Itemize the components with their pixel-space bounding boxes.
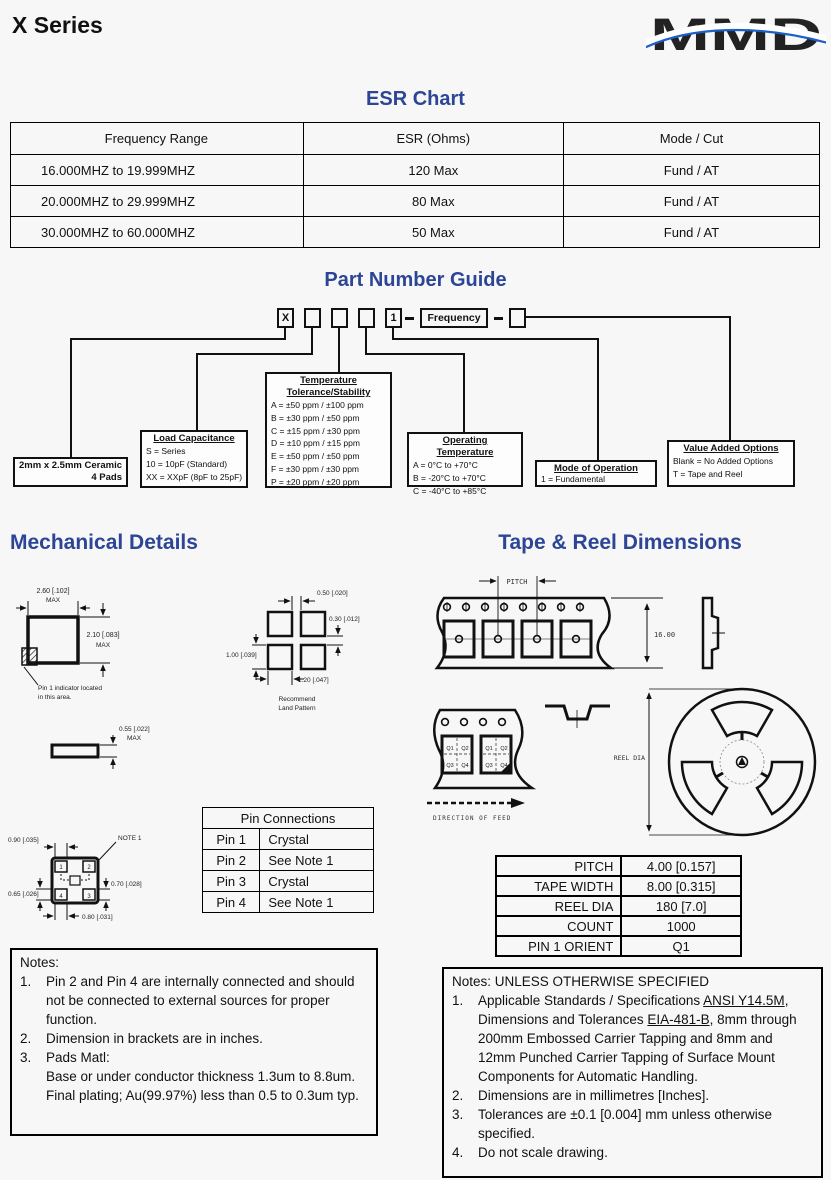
- pin-cell: Pin 2: [203, 850, 260, 871]
- standard-eia: EIA-481-B: [647, 1012, 710, 1027]
- sprocket-holes-lower: [442, 719, 506, 726]
- temperature-option: D = ±10 ppm / ±15 ppm: [271, 438, 360, 449]
- esr-cell: 50 Max: [303, 217, 563, 248]
- svg-text:Q2: Q2: [500, 746, 508, 752]
- load-capacitance-option: XX = XXpF (8pF to 25pF): [146, 471, 243, 482]
- pad-label-4: 4: [59, 894, 63, 900]
- notes-heading: Notes: UNLESS OTHERWISE SPECIFIED: [452, 974, 710, 989]
- svg-text:Q4: Q4: [500, 763, 508, 769]
- svg-text:Q3: Q3: [485, 763, 493, 769]
- dim-height-max: MAX: [95, 642, 111, 649]
- note-number: 2.: [452, 1088, 464, 1103]
- value-added-options-box: [667, 440, 795, 487]
- reel-hub-mark: [738, 757, 746, 765]
- temperature-title-line1: Temperature: [300, 375, 357, 386]
- connector-line: [597, 338, 599, 460]
- note-item: [452, 1143, 813, 1162]
- svg-text:Q2: Q2: [461, 746, 469, 752]
- pad-label-1: 1: [59, 865, 63, 871]
- temperature-option: P = ±20 ppm / ±20 ppm: [271, 476, 360, 487]
- esr-row: [11, 155, 820, 186]
- temperature-option: B = ±30 ppm / ±50 ppm: [271, 412, 360, 423]
- svg-text:Q3: Q3: [446, 763, 454, 769]
- tape-height-label: 16.00: [654, 631, 676, 639]
- code-dash: [494, 317, 503, 320]
- note-text-span: Applicable Standards / Specifications: [478, 993, 704, 1008]
- esr-table: [10, 122, 820, 248]
- esr-chart-title: ESR Chart: [366, 88, 465, 110]
- load-capacitance-option: S = Series: [146, 446, 186, 456]
- svg-text:Q4: Q4: [461, 763, 469, 769]
- code-box-1: X: [277, 308, 294, 328]
- land-caption-line2: Land Pattern: [278, 705, 316, 712]
- note-text-line: Base or under conductor thickness 1.3um to 8.8um.: [46, 1069, 356, 1084]
- pin-row: [203, 829, 374, 850]
- code-box-3: [331, 308, 348, 328]
- connector-line: [392, 328, 394, 338]
- tape-reel-title: Tape & Reel Dimensions: [498, 531, 742, 554]
- part-number-guide-title: Part Number Guide: [324, 269, 507, 291]
- temperature-option: E = ±50 ppm / ±50 ppm: [271, 451, 360, 462]
- tape-dim-value: 8.00 [0.315]: [621, 876, 741, 896]
- crystal-symbol: [70, 876, 80, 885]
- reel-spoke-ticks: [716, 732, 768, 777]
- pin-connections-title: Pin Connections: [203, 808, 374, 829]
- esr-col-esr: ESR (Ohms): [303, 123, 563, 155]
- note-item: [20, 972, 368, 1029]
- value-added-options-title: Value Added Options: [683, 443, 779, 454]
- temperature-option: F = ±30 ppm / ±30 ppm: [271, 463, 359, 474]
- pin-cell: See Note 1: [260, 892, 374, 913]
- mode-of-operation-option: 1 = Fundamental: [541, 474, 606, 484]
- bottom-dim-left: 0.65 [.026]: [8, 891, 39, 898]
- esr-row: [11, 186, 820, 217]
- package-line2: 4 Pads: [91, 472, 122, 483]
- note-text: Do not scale drawing.: [478, 1145, 608, 1160]
- pin-cell: Crystal: [260, 871, 374, 892]
- tape-dim-row: [496, 916, 741, 936]
- connector-line: [70, 338, 286, 340]
- connector-line: [311, 328, 313, 353]
- land-dim-left: 1.00 [.039]: [226, 652, 257, 659]
- bottom-dim-right: 0.70 [.028]: [111, 881, 142, 888]
- pin-cell: Pin 1: [203, 829, 260, 850]
- side-dim-max: MAX: [127, 735, 142, 742]
- note-text-span: , Dimensions and Tolerances: [478, 993, 789, 1027]
- note-text: Dimensions are in millimetres [Inches].: [478, 1088, 710, 1103]
- dim-height: 2.10 [.083]: [86, 632, 120, 639]
- connector-line: [196, 353, 198, 430]
- pin-cell: Pin 4: [203, 892, 260, 913]
- code-box-5: 1: [385, 308, 402, 328]
- esr-cell: 20.000MHZ to 29.999MHZ: [11, 186, 304, 217]
- esr-cell: 120 Max: [303, 155, 563, 186]
- tape-dim-value: 4.00 [0.157]: [621, 856, 741, 876]
- land-dim-bottom: 1.20 [.047]: [298, 677, 329, 684]
- tape-dim-label: COUNT: [496, 916, 621, 936]
- temperature-tolerance-box: [265, 372, 392, 488]
- bottom-dim-bottom: 0.80 [.031]: [82, 914, 113, 921]
- esr-col-frequency: Frequency Range: [11, 123, 304, 155]
- load-capacitance-title: Load Capacitance: [153, 433, 235, 444]
- esr-cell: 16.000MHZ to 19.999MHZ: [11, 155, 304, 186]
- note-item: [20, 1048, 368, 1105]
- land-pattern-drawing: [225, 575, 370, 715]
- tape-dim-value: 1000: [621, 916, 741, 936]
- pin-connections-table: [202, 807, 374, 913]
- esr-col-mode: Mode / Cut: [563, 123, 819, 155]
- quadrant-labels: [446, 746, 507, 769]
- pad-label-2: 2: [87, 865, 91, 871]
- load-capacitance-box: [140, 430, 248, 488]
- part-number-diagram: [0, 300, 831, 505]
- pin-cell: Pin 3: [203, 871, 260, 892]
- code-box-2: [304, 308, 321, 328]
- code-box-frequency: Frequency: [420, 308, 488, 328]
- dim-width: 2.60 [.102]: [36, 588, 70, 595]
- note-text-span: , 8mm through 200mm Embossed Carrier Tapping and 8mm and 12mm Punched Carrier Tapping of Surface Mount Components for Automatic Handling.: [478, 1012, 797, 1084]
- esr-cell: 80 Max: [303, 186, 563, 217]
- tape-dim-value: Q1: [621, 936, 741, 956]
- temperature-title-line2: Tolerance/Stability: [286, 387, 371, 398]
- esr-cell: Fund / AT: [563, 155, 819, 186]
- page-title: X Series: [12, 12, 103, 38]
- pin-cell: Crystal: [260, 829, 374, 850]
- note-text: [46, 1048, 368, 1105]
- pin1-note-line2: in this area.: [38, 694, 72, 701]
- note-item: [452, 1105, 813, 1143]
- pad-label-3: 3: [87, 894, 91, 900]
- note-text: Pin 2 and Pin 4 are internally connected and should not be connected to external sources for proper function.: [46, 974, 355, 1027]
- note-number: 2.: [20, 1031, 32, 1046]
- mechanical-details-title: Mechanical Details: [10, 531, 198, 554]
- package-line1: 2mm x 2.5mm Ceramic: [19, 460, 122, 471]
- tape-dim-label: TAPE WIDTH: [496, 876, 621, 896]
- svg-text:Q1: Q1: [446, 746, 454, 752]
- tape-dim-row: [496, 896, 741, 916]
- note-item: [452, 1086, 813, 1105]
- connector-line: [365, 353, 465, 355]
- pin-row: [203, 850, 374, 871]
- pitch-label: PITCH: [506, 578, 528, 586]
- esr-header-row: [11, 123, 820, 155]
- mechanical-notes-box: [10, 948, 378, 1136]
- note-number: 4.: [452, 1145, 464, 1160]
- tape-dim-row: [496, 856, 741, 876]
- operating-temperature-option: B = -20°C to +70°C: [413, 472, 486, 483]
- mmd-logo-text: MMD: [650, 9, 822, 60]
- note-number: 1.: [20, 974, 32, 989]
- connector-line: [729, 316, 731, 440]
- tape-dim-label: PITCH: [496, 856, 621, 876]
- operating-temperature-box: [407, 432, 523, 496]
- pin-row: [203, 892, 374, 913]
- side-view-outline: [52, 745, 98, 757]
- mmd-logo: [646, 8, 826, 62]
- temperature-option: A = ±50 ppm / ±100 ppm: [271, 400, 364, 410]
- package-box: [13, 457, 128, 487]
- pocket-cross-section: [545, 706, 610, 719]
- note-number: 1.: [452, 993, 464, 1008]
- note-number: 3.: [20, 1050, 32, 1065]
- connector-line: [365, 328, 367, 353]
- mode-of-operation-box: [535, 460, 657, 487]
- note-number: 3.: [452, 1107, 464, 1122]
- pin1-note-line1: Pin 1 indicator located: [38, 685, 102, 692]
- tape-dim-label: PIN 1 ORIENT: [496, 936, 621, 956]
- tape-dim-row: [496, 876, 741, 896]
- note-text-line: Pads Matl:: [46, 1050, 110, 1065]
- svg-text:Q1: Q1: [485, 746, 493, 752]
- tape-dim-label: REEL DIA: [496, 896, 621, 916]
- land-dim-right: 0.30 [.012]: [329, 616, 360, 623]
- note-text: Tolerances are ±0.1 [0.004] mm unless otherwise specified.: [478, 1107, 773, 1141]
- pin-cell: See Note 1: [260, 850, 374, 871]
- connector-line: [392, 338, 599, 340]
- esr-cell: Fund / AT: [563, 217, 819, 248]
- notes-heading: Notes:: [20, 955, 60, 970]
- package-side-view-drawing: [25, 715, 175, 773]
- feed-arrow-head: [511, 798, 525, 808]
- load-capacitance-option: 10 = 10pF (Standard): [146, 458, 228, 469]
- connector-line: [284, 328, 286, 338]
- note-text-line: Final plating; Au(99.97%) less than 0.5 to 0.3um typ.: [46, 1088, 359, 1103]
- operating-temperature-option: A = 0°C to +70°C: [413, 460, 478, 470]
- operating-temperature-option: C = -40°C to +85°C: [413, 485, 487, 496]
- code-box-options: [509, 308, 526, 328]
- tape-reel-drawing: [415, 560, 831, 850]
- tape-dim-row: [496, 936, 741, 956]
- note1-label: NOTE 1: [118, 835, 142, 842]
- connector-line: [196, 353, 313, 355]
- esr-cell: Fund / AT: [563, 186, 819, 217]
- note-item: [20, 1029, 368, 1048]
- connector-line: [463, 353, 465, 432]
- connector-line: [338, 328, 340, 372]
- tape-reel-notes-box: [442, 967, 823, 1178]
- direction-of-feed-label: DIRECTION OF FEED: [433, 815, 512, 822]
- land-caption-line1: Recommend: [278, 696, 316, 703]
- package-bottom-view-drawing: [8, 818, 208, 933]
- sprocket-holes: [444, 604, 584, 611]
- bottom-dim-top: 0.90 [.035]: [8, 837, 39, 844]
- reel-dia-label: REEL DIA: [613, 754, 645, 762]
- pin1-indicator-hatch: [22, 648, 37, 665]
- quadrant-dividers: [444, 738, 509, 771]
- operating-temperature-title: Operating Temperature: [436, 435, 494, 458]
- code-dash: [405, 317, 414, 320]
- tape-dim-value: 180 [7.0]: [621, 896, 741, 916]
- side-dim: 0.55 [.022]: [119, 726, 150, 733]
- esr-row: [11, 217, 820, 248]
- pin-row: [203, 871, 374, 892]
- package-top-view-drawing: [8, 575, 168, 715]
- note-text: Dimension in brackets are in inches.: [46, 1031, 263, 1046]
- connector-line: [526, 316, 731, 318]
- land-dim-top: 0.50 [.020]: [317, 590, 348, 597]
- tape-reel-dimensions-table: [495, 855, 742, 957]
- note-text: [478, 991, 813, 1086]
- temperature-option: C = ±15 ppm / ±30 ppm: [271, 425, 360, 436]
- connector-line: [70, 338, 72, 457]
- value-added-option: T = Tape and Reel: [673, 468, 743, 479]
- value-added-option: Blank = No Added Options: [673, 456, 773, 466]
- dim-width-max: MAX: [45, 597, 61, 604]
- note-item: [452, 991, 813, 1086]
- mode-of-operation-title: Mode of Operation: [554, 463, 638, 474]
- esr-cell: 30.000MHZ to 60.000MHZ: [11, 217, 304, 248]
- code-box-4: [358, 308, 375, 328]
- standard-ansi: ANSI Y14.5M: [703, 993, 785, 1008]
